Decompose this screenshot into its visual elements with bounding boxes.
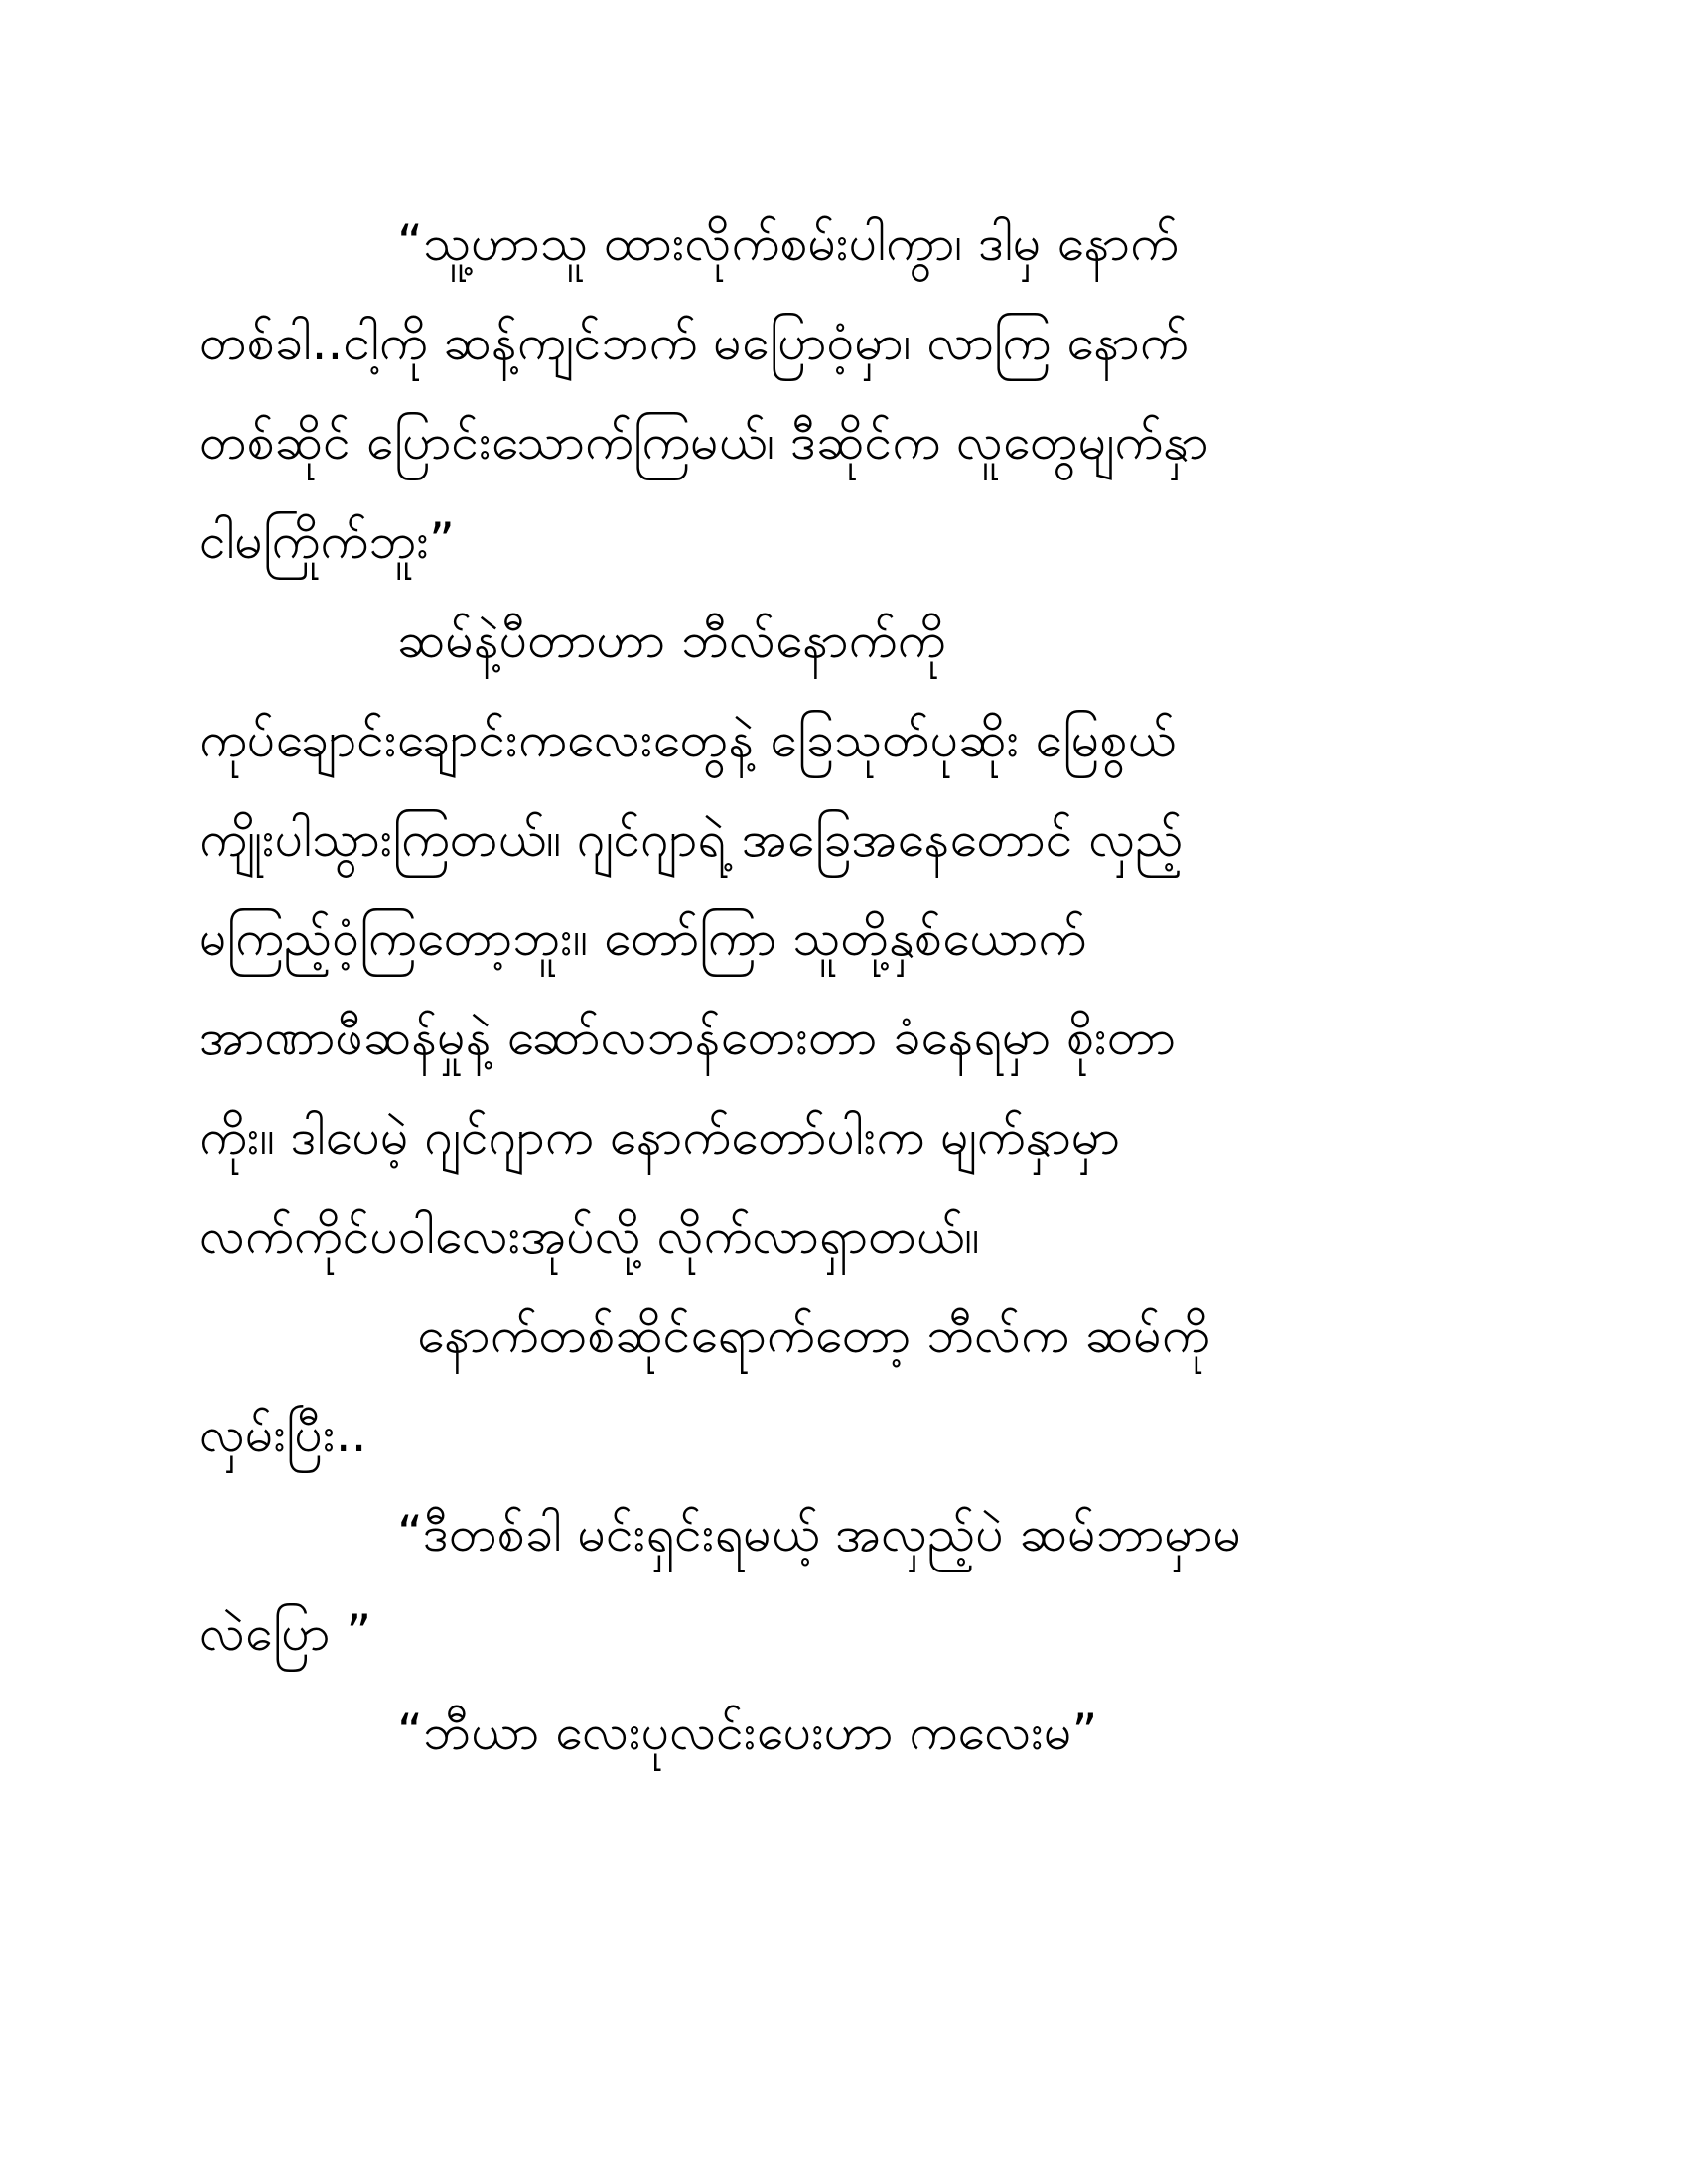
document-page: [199, 194, 1489, 1782]
text-line: ကိုး။ ဒါပေမဲ့ ဂျင်ဂျာက နောက်တော်ပါးက မျက်နှာမှာ: [199, 1108, 1121, 1165]
text-line: နောက်တစ်ဆိုင်ရောက်တော့ ဘီလ်က ဆမ်ကို: [417, 1306, 1210, 1364]
text-line: “ဒီတစ်ခါ မင်းရှင်းရမယ့် အလှည့်ပဲ ဆမ်ဘာမှာမ: [397, 1505, 1242, 1563]
paragraph-1: [199, 194, 1489, 591]
text-line: “ဘီယာ လေးပုလင်းပေးဟာ ကလေးမ”: [397, 1704, 1098, 1761]
text-line: တစ်ဆိုင် ပြောင်းသောက်ကြမယ်၊ ဒီဆိုင်က လူတွေမျက်နှာ: [199, 413, 1209, 471]
text-line: မကြည့်ဝံ့ကြတော့ဘူး။ တော်ကြာ သူတို့နှစ်ယောက်: [199, 909, 1087, 967]
text-line: ကုပ်ချောင်းချောင်းကလေးတွေနဲ့ ခြေသုတ်ပုဆိုး မြေစွယ်: [199, 711, 1176, 768]
text-line: ဆမ်နဲ့ပီတာဟာ ဘီလ်နောက်ကို: [397, 612, 946, 669]
text-line: လဲပြော ”: [199, 1604, 372, 1662]
text-line: “သူ့ဟာသူ ထားလိုက်စမ်းပါကွာ၊ ဒါမှ နောက်: [397, 214, 1179, 272]
text-line: အာဏာဖီဆန်မှုနဲ့ ဆော်လဘန်တေးတာ ခံနေရမှာ စိုးတာ: [199, 1009, 1177, 1066]
text-line: တစ်ခါ..ငါ့ကို ဆန့်ကျင်ဘက် မပြောဝံ့မှာ၊ လာကြ နောက်: [199, 314, 1189, 371]
text-line: ကျိုးပါသွားကြတယ်။ ဂျင်ဂျာရဲ့ အခြေအနေတောင် လှည့်: [199, 810, 1184, 868]
text-line: လှမ်းပြီး..: [199, 1406, 367, 1463]
paragraph-3: [199, 1286, 1489, 1484]
text-line: ငါမကြိုက်ဘူး”: [199, 512, 455, 570]
text-line: လက်ကိုင်ပဝါလေးအုပ်လို့ လိုက်လာရှာတယ်။: [199, 1207, 980, 1265]
paragraph-5: [199, 1683, 1489, 1782]
paragraph-4: [199, 1484, 1489, 1683]
paragraph-2: [199, 591, 1489, 1286]
